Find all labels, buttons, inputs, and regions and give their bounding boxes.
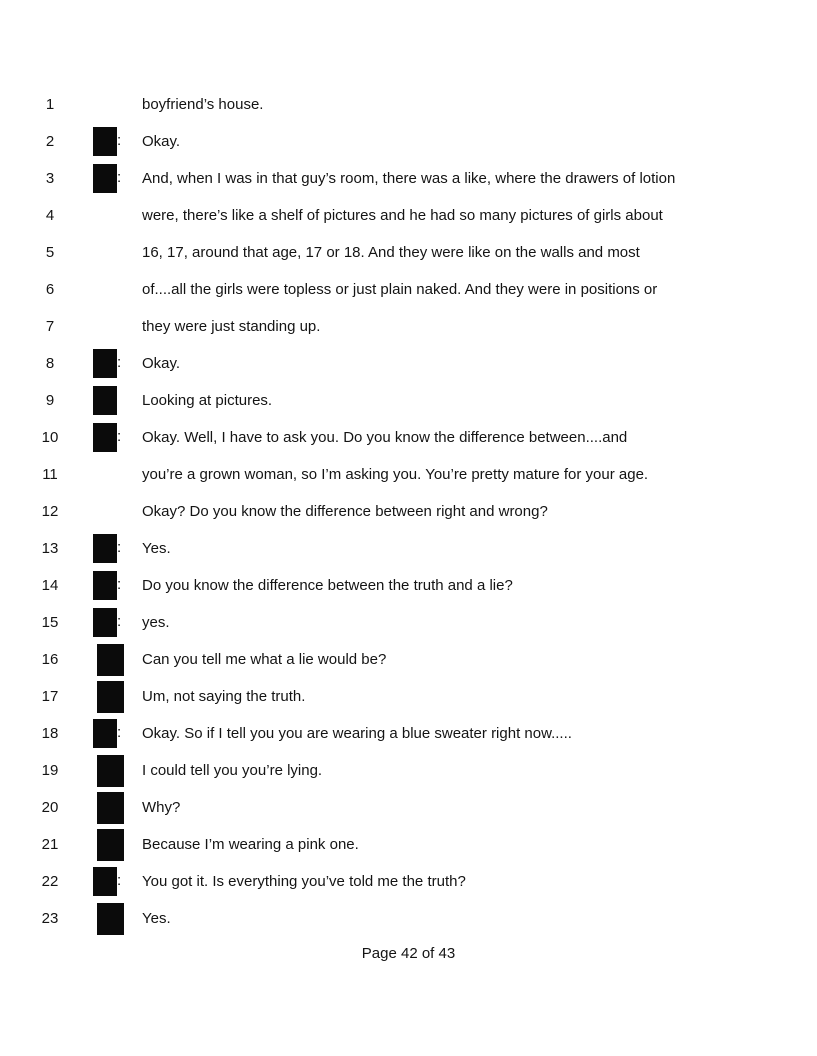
- transcript-line: [0, 310, 817, 347]
- speaker-colon: :: [117, 576, 122, 593]
- line-number: 1: [45, 96, 55, 113]
- speaker-colon: :: [117, 613, 122, 630]
- transcript-line: [0, 162, 817, 199]
- transcript-line: [0, 421, 817, 458]
- line-number: 13: [41, 540, 59, 557]
- speaker-colon: :: [117, 428, 122, 445]
- line-number: 21: [41, 836, 59, 853]
- line-text: I could tell you you’re lying.: [142, 762, 323, 779]
- line-number: 9: [45, 392, 55, 409]
- line-text: they were just standing up.: [142, 318, 321, 335]
- transcript-line: [0, 199, 817, 236]
- line-number: 10: [41, 429, 59, 446]
- line-text: Okay.: [142, 133, 181, 150]
- line-text: Can you tell me what a lie would be?: [142, 651, 387, 668]
- line-number: 20: [41, 799, 59, 816]
- line-text: boyfriend’s house.: [142, 96, 264, 113]
- line-text: Okay? Do you know the difference between right and wrong?: [142, 503, 548, 520]
- line-text: you’re a grown woman, so I’m asking you. You’re pretty mature for your age.: [142, 466, 649, 483]
- redacted-speaker-block: [93, 719, 117, 748]
- page-number: Page 42 of 43: [361, 945, 456, 962]
- line-number: 6: [45, 281, 55, 298]
- transcript-line: [0, 569, 817, 606]
- line-number: 22: [41, 873, 59, 890]
- redacted-speaker-block: [93, 571, 117, 600]
- transcript-line: [0, 865, 817, 902]
- line-number: 18: [41, 725, 59, 742]
- line-number: 5: [45, 244, 55, 261]
- speaker-colon: :: [117, 354, 122, 371]
- line-text: Looking at pictures.: [142, 392, 273, 409]
- line-number: 4: [45, 207, 55, 224]
- line-number: 11: [42, 466, 58, 483]
- redacted-speaker-block: [93, 386, 117, 415]
- redacted-speaker-block: [97, 644, 124, 676]
- transcript-line: [0, 680, 817, 717]
- line-number: 16: [41, 651, 59, 668]
- transcript-line: [0, 828, 817, 865]
- transcript-line: [0, 347, 817, 384]
- redacted-speaker-block: [93, 867, 117, 896]
- line-number: 23: [41, 910, 59, 927]
- transcript-line: [0, 236, 817, 273]
- transcript-line: [0, 125, 817, 162]
- line-text: Yes.: [142, 910, 171, 927]
- transcript-line: [0, 643, 817, 680]
- transcript-line: [0, 495, 817, 532]
- speaker-colon: :: [117, 132, 122, 149]
- line-text: Do you know the difference between the truth and a lie?: [142, 577, 513, 594]
- line-text: Okay. Well, I have to ask you. Do you know the difference between....and: [142, 429, 628, 446]
- speaker-colon: :: [117, 872, 122, 889]
- line-text: And, when I was in that guy’s room, there was a like, where the drawers of lotion: [142, 170, 676, 187]
- line-text: Because I’m wearing a pink one.: [142, 836, 359, 853]
- speaker-colon: :: [117, 539, 122, 556]
- transcript-line: [0, 458, 817, 495]
- line-number: 19: [41, 762, 59, 779]
- line-number: 17: [41, 688, 59, 705]
- redacted-speaker-block: [97, 792, 124, 824]
- line-text: 16, 17, around that age, 17 or 18. And they were like on the walls and most: [142, 244, 640, 261]
- line-text: Okay. So if I tell you you are wearing a blue sweater right now.....: [142, 725, 572, 742]
- transcript-line: [0, 606, 817, 643]
- redacted-speaker-block: [97, 903, 124, 935]
- line-number: 7: [45, 318, 55, 335]
- transcript-line: [0, 273, 817, 310]
- transcript-line: [0, 88, 817, 125]
- transcript-line: [0, 791, 817, 828]
- line-number: 3: [45, 170, 55, 187]
- transcript-line: [0, 532, 817, 569]
- redacted-speaker-block: [97, 681, 124, 713]
- transcript-line: [0, 754, 817, 791]
- line-text: yes.: [142, 614, 170, 631]
- line-text: were, there’s like a shelf of pictures and he had so many pictures of girls about: [142, 207, 663, 224]
- line-text: of....all the girls were topless or just plain naked. And they were in positions or: [142, 281, 658, 298]
- redacted-speaker-block: [93, 534, 117, 563]
- transcript-line: [0, 384, 817, 421]
- redacted-speaker-block: [97, 755, 124, 787]
- line-text: Okay.: [142, 355, 181, 372]
- line-text: Yes.: [142, 540, 171, 557]
- line-number: 14: [41, 577, 59, 594]
- line-text: Um, not saying the truth.: [142, 688, 306, 705]
- redacted-speaker-block: [93, 349, 117, 378]
- line-number: 12: [41, 503, 59, 520]
- line-text: You got it. Is everything you’ve told me the truth?: [142, 873, 466, 890]
- redacted-speaker-block: [93, 164, 117, 193]
- redacted-speaker-block: [97, 829, 124, 861]
- transcript-line: [0, 902, 817, 939]
- line-number: 8: [45, 355, 55, 372]
- line-text: Why?: [142, 799, 181, 816]
- line-number: 15: [41, 614, 59, 631]
- speaker-colon: :: [117, 724, 122, 741]
- redacted-speaker-block: [93, 423, 117, 452]
- redacted-speaker-block: [93, 127, 117, 156]
- line-number: 2: [45, 133, 55, 150]
- redacted-speaker-block: [93, 608, 117, 637]
- transcript-line: [0, 717, 817, 754]
- speaker-colon: :: [117, 169, 122, 186]
